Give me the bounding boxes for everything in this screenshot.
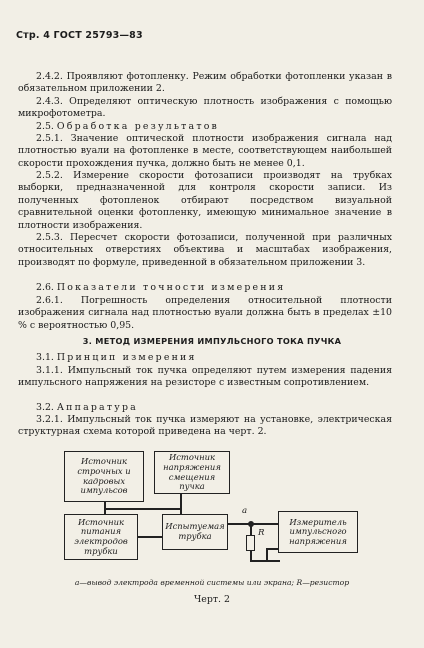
resistor-symbol	[246, 535, 255, 551]
heading-2-6-title: Показатели точности измерения	[56, 282, 286, 293]
resistor-label-r: R	[258, 528, 265, 538]
paragraph-2-6-1: 2.6.1. Погрешность определения относительной плотности изображения сигнала над плотностью вуали должна быть в пределах ±10 % с вероятностью 0,95.	[18, 295, 392, 331]
connector-meter-ground	[266, 548, 268, 561]
paragraph-2-4-3: 2.4.3. Определяют оптическую плотность изображения с помощью микрофотометра.	[18, 96, 392, 120]
node-label-a: а	[242, 506, 248, 516]
paragraph-3-1-1: 3.1.1. Импульсный ток пучка определяют путем измерения падения импульсного напряжения на резисторе с известным сопротивлением.	[18, 365, 392, 389]
heading-2-6	[18, 282, 392, 294]
section-3-heading: 3. МЕТОД ИЗМЕРЕНИЯ ИМПУЛЬСНОГО ТОКА ПУЧКА	[82, 336, 342, 346]
heading-3-1-title: Принцип измерения	[56, 352, 197, 363]
connector-node-to-meter	[250, 523, 278, 525]
box-sweep-pulse-source	[64, 451, 144, 502]
heading-3-2	[18, 402, 392, 414]
heading-2-6-number: 2.6.	[36, 282, 54, 293]
box-beam-bias-source-label: Источник напряжения смещения пучка	[163, 452, 221, 492]
connector-box1-horizontal	[104, 508, 180, 510]
box-beam-bias-source	[154, 451, 230, 494]
heading-3-2-title: Аппаратура	[56, 402, 138, 413]
heading-3-2-number: 3.2.	[36, 402, 54, 413]
page-header: Стр. 4 ГОСТ 25793—83	[16, 30, 143, 41]
paragraph-2-5-3: 2.5.3. Пересчет скорости фотозаписи, полученной при различных относительных отверстиях объектива и масштабах изображения, производят по формуле, приведенной в обязательном приложении 3.	[18, 232, 392, 268]
connector-tube-to-node	[228, 523, 250, 525]
box-tube-under-test	[162, 514, 228, 550]
paragraph-3-2-1: 3.2.1. Импульсный ток пучка измеряют на установке, электрическая структурная схема которой приведена на черт. 2.	[18, 414, 392, 438]
heading-3-1-number: 3.1.	[36, 352, 54, 363]
box-sweep-pulse-source-label: Источник строчных и кадровых импульсов	[77, 456, 131, 496]
junction-node	[248, 521, 254, 527]
ground-line	[250, 560, 280, 562]
connector-box3-to-tube	[138, 536, 162, 538]
heading-2-5-title: Обработка результатов	[56, 121, 220, 132]
figure-number: Черт. 2	[194, 594, 230, 605]
connector-box2-down	[180, 494, 182, 514]
heading-3-1	[18, 352, 392, 364]
paragraph-2-4-2: 2.4.2. Проявляют фотопленку. Режим обработки фотопленки указан в обязательном приложении 2.	[18, 71, 392, 95]
figure-caption: а—вывод электрода временной системы или экрана; R—резистор	[74, 578, 350, 587]
box-tube-under-test-label: Испытуемая трубка	[165, 521, 225, 541]
heading-2-5	[18, 121, 392, 133]
heading-2-5-number: 2.5.	[36, 121, 54, 132]
box-pulse-voltage-meter-label: Измеритель импульсного напряжения	[289, 516, 347, 546]
paragraph-2-5-1: 2.5.1. Значение оптической плотности изображения сигнала над плотностью вуали на фотопленке в месте, соответствующем наибольшей скорости прохождения пучка, должно быть не менее 0,1.	[18, 133, 392, 169]
paragraph-2-5-2: 2.5.2. Измерение скорости фотозаписи производят на трубках выборки, предназначенной для контроля скорости записи. Из полученных фотопленок отбирают посредством визуальной сравнительной оценки фотопленку, имеющую минимальное значение в плотности изображения.	[18, 170, 392, 231]
box-pulse-voltage-meter	[278, 511, 358, 553]
connector-meter-ground-h	[266, 548, 278, 550]
box-electrode-power-source-label: Источник питания электродов трубки	[74, 516, 128, 556]
box-electrode-power-source	[64, 514, 138, 560]
